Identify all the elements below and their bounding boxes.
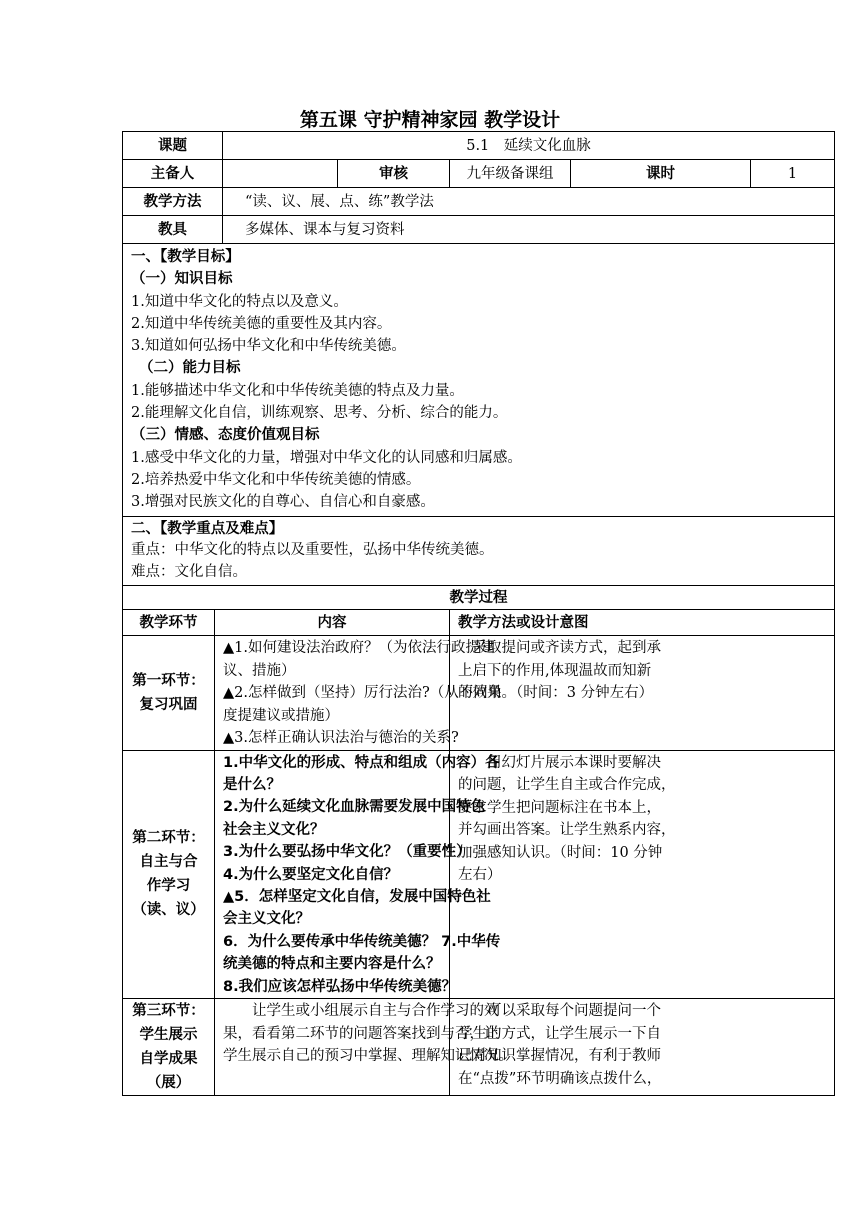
lesson-plan-table (122, 131, 835, 1096)
knowledge-item: 1.知道中华文化的特点以及意义。 (131, 293, 348, 310)
method-cell: 用幻灯片展示本课时要解决 的问题，让学生自主或合作完成， 要求学生把问题标注在书本上， 并勾画出答案。让学生熟系内容， 加强感知认识。（时间：10 分钟 左右） (450, 750, 835, 998)
content-cell: ▲1.如何建设法治政府？（为依法行政提建 议、措施） ▲2.怎样做到（坚持）厉行法治?（从不同角 度提建议或措施） ▲3.怎样正确认识法治与德治的关系? (215, 636, 450, 751)
reviewer-label: 审核 (338, 160, 450, 188)
knowledge-heading: （一）知识目标 (131, 271, 233, 288)
col-content: 内容 (215, 610, 450, 636)
method-value: “读、议、展、点、练”教学法 (223, 188, 835, 216)
key-point: 重点：中华文化的特点以及重要性，弘扬中华传统美德。 (131, 542, 494, 559)
keypoints-heading: 二、【教学重点及难点】 (131, 520, 284, 537)
method-label: 教学方法 (123, 188, 223, 216)
knowledge-item: 2.知道中华传统美德的重要性及其内容。 (131, 315, 392, 332)
ability-item: 2.能理解文化自信，训练观察、思考、分析、综合的能力。 (131, 405, 508, 422)
objectives-heading: 一、【教学目标】 (131, 249, 240, 265)
process-heading: 教学过程 (123, 586, 835, 610)
topic-label: 课题 (123, 132, 223, 160)
page-title: 第五课 守护精神家园 教学设计 (299, 109, 561, 131)
difficult-point: 难点：文化自信。 (131, 563, 247, 580)
process-row (123, 999, 835, 1096)
method-row (123, 188, 835, 216)
process-row (123, 636, 835, 751)
preparer-row (123, 160, 835, 188)
preparer-label: 主备人 (123, 160, 223, 188)
hours-label: 课时 (571, 160, 751, 188)
objectives-row (123, 244, 835, 517)
stage-cell: 第三环节： 学生展示 自学成果 （展） (123, 999, 215, 1096)
emotion-heading: （三）情感、态度价值观目标 (131, 427, 320, 444)
content-cell: 让学生或小组展示自主与合作学习的效 果，看看第二环节的问题答案找到与否，让 学生展示自己的预习中掌握、理解知识情况。 (215, 999, 450, 1096)
emotion-item: 3.增强对民族文化的自尊心、自信心和自豪感。 (131, 494, 435, 511)
emotion-item: 2.培养热爱中华文化和中华传统美德的情感。 (131, 471, 421, 488)
emotion-item: 1.感受中华文化的力量，增强对中华文化的认同感和归属感。 (131, 449, 522, 466)
stage-cell: 第二环节： 自主与合 作学习 （读、议） (123, 750, 215, 998)
method-cell: 可以采取每个问题提问一个 学生的方式，让学生展示一下自 己对知识掌握情况，有利于教师 在“点拨”环节明确该点拨什么， (450, 999, 835, 1096)
method-cell: 采取提问或齐读方式，起到承 上启下的作用,体现温故而知新 的效果。（时间：3 分钟左右） (450, 636, 835, 751)
hours-value: 1 (751, 160, 835, 188)
tools-row (123, 216, 835, 244)
process-heading-row (123, 586, 835, 610)
reviewer-value: 九年级备课组 (450, 160, 571, 188)
stage-cell: 第一环节： 复习巩固 (123, 636, 215, 751)
preparer-value (223, 160, 338, 188)
tools-label: 教具 (123, 216, 223, 244)
col-method: 教学方法或设计意图 (450, 610, 835, 636)
content-cell: 1.中华文化的形成、特点和组成（内容）各 是什么？ 2.为什么延续文化血脉需要发展中国特色 社会主义文化？ 3.为什么要弘扬中华文化？（重要性） 4.为什么要坚定文化自信？ ▲5．怎样坚定文化自信，发展中国特色社 会主义文化？ 6．为什么要传承中华传统美德？ 7.中华传 统美德的特点和主要内容是什么？ 8.我们应该怎样弘扬中华传统美德？ (215, 750, 450, 998)
tools-value: 多媒体、课本与复习资料 (223, 216, 835, 244)
col-stage: 教学环节 (123, 610, 215, 636)
process-row (123, 750, 835, 998)
ability-heading: （二）能力目标 (139, 360, 241, 377)
ability-item: 1.能够描述中华文化和中华传统美德的特点及力量。 (131, 382, 464, 399)
topic-row (123, 132, 835, 160)
process-columns-row (123, 610, 835, 636)
knowledge-item: 3.知道如何弘扬中华文化和中华传统美德。 (131, 338, 406, 355)
keypoints-row (123, 516, 835, 586)
topic-value: 5.1 延续文化血脉 (223, 132, 835, 160)
